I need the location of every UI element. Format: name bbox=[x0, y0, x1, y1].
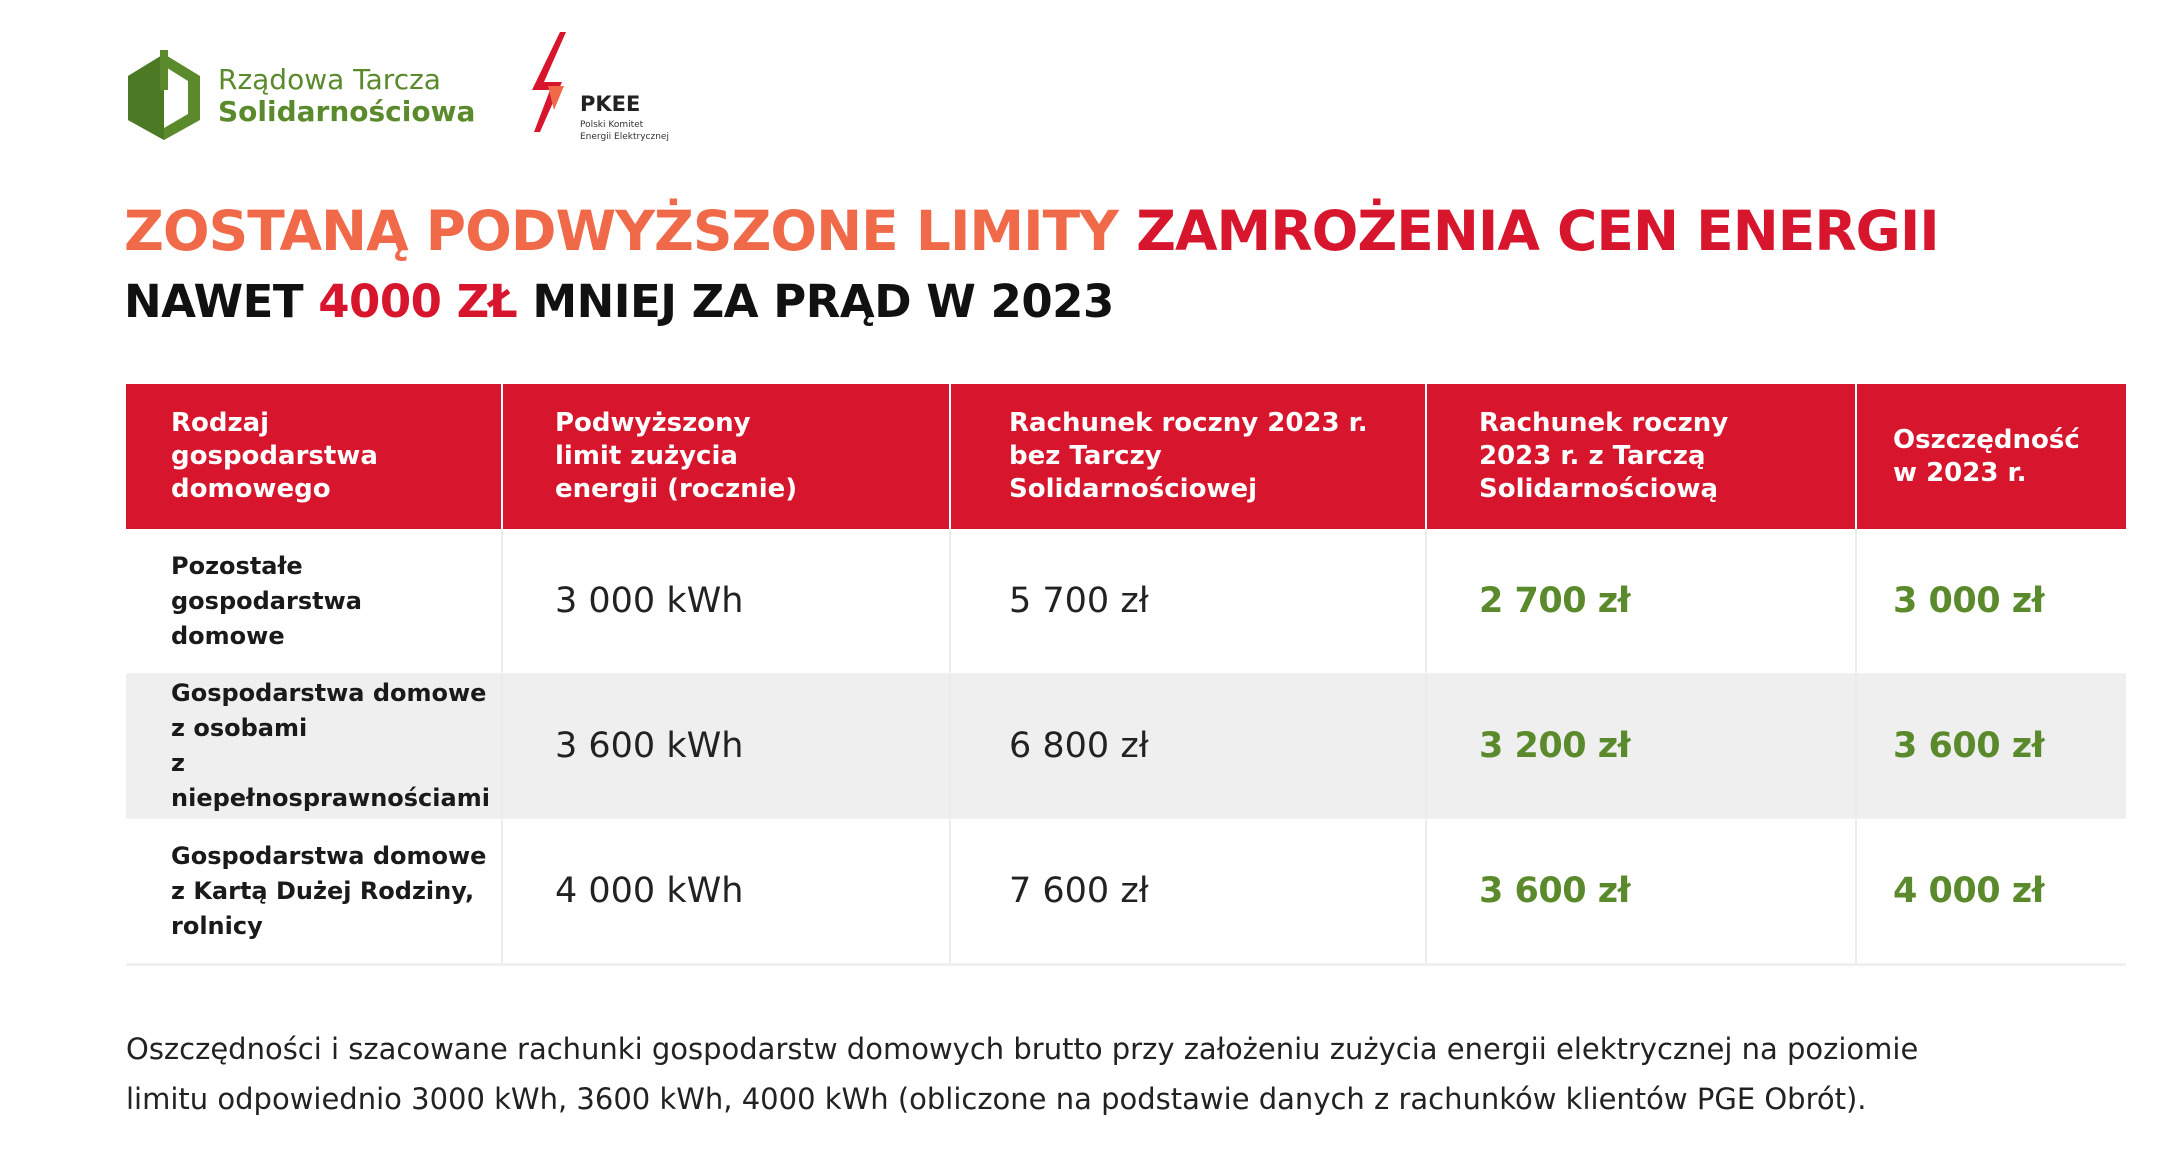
household-type: Gospodarstwa domowe z osobami z niepełnosprawnościami bbox=[126, 674, 503, 818]
household-type: Gospodarstwa domowe z Kartą Dużej Rodziny, rolnicy bbox=[126, 819, 503, 963]
saving-value: 3 000 zł bbox=[1893, 581, 2045, 621]
limit-value: 3 600 kWh bbox=[555, 726, 744, 766]
bill-without-value: 6 800 zł bbox=[1009, 726, 1149, 766]
saving-value: 3 600 zł bbox=[1893, 726, 2045, 766]
subheading-part3: MNIEJ ZA PRĄD W 2023 bbox=[517, 275, 1114, 328]
table-header-row bbox=[126, 384, 2126, 529]
table-row bbox=[126, 819, 2126, 964]
limit-value: 3 000 kWh bbox=[555, 581, 744, 621]
bill-with-value: 2 700 zł bbox=[1479, 581, 1631, 621]
table-bottom-border bbox=[126, 964, 2126, 966]
table-row bbox=[126, 674, 2126, 819]
header-bill-with: Rachunek roczny 2023 r. z Tarczą Solidarnościową bbox=[1427, 384, 1857, 529]
tarcza-logo-line1: Rządowa Tarcza bbox=[218, 63, 441, 96]
household-type: Pozostałe gospodarstwa domowe bbox=[126, 529, 503, 673]
header-limit: Podwyższony limit zużycia energii (rocznie) bbox=[503, 384, 951, 529]
pkee-subtitle-1: Polski Komitet bbox=[580, 120, 644, 130]
bill-with-value: 3 600 zł bbox=[1479, 871, 1631, 911]
header-bill-without: Rachunek roczny 2023 r. bez Tarczy Solidarnościowej bbox=[951, 384, 1427, 529]
main-heading-part1: ZOSTANĄ PODWYŻSZONE LIMITY bbox=[124, 199, 1137, 263]
bill-without-value: 7 600 zł bbox=[1009, 871, 1149, 911]
pkee-bolt-icon bbox=[530, 32, 580, 142]
pkee-logo bbox=[530, 32, 730, 152]
footnote bbox=[126, 1024, 2086, 1124]
shield-emblem-icon bbox=[124, 50, 204, 142]
footnote-line1: Oszczędności i szacowane rachunki gospodarstw domowych brutto przy założeniu zużycia energii elektrycznej na poziomie bbox=[126, 1032, 1919, 1066]
header-saving: Oszczędność w 2023 r. bbox=[1893, 424, 2080, 488]
main-heading bbox=[124, 196, 1939, 266]
pkee-subtitle-2: Energii Elektrycznej bbox=[580, 132, 669, 142]
bill-without-value: 5 700 zł bbox=[1009, 581, 1149, 621]
saving-value: 4 000 zł bbox=[1893, 871, 2045, 911]
bill-with-value: 3 200 zł bbox=[1479, 726, 1631, 766]
energy-table bbox=[126, 384, 2126, 964]
subheading bbox=[124, 272, 1114, 332]
subheading-amount: 4000 ZŁ bbox=[318, 275, 518, 328]
main-heading-part2: ZAMROŻENIA CEN ENERGII bbox=[1136, 199, 1939, 263]
tarcza-logo bbox=[124, 46, 484, 146]
pkee-name: PKEE bbox=[580, 92, 641, 116]
tarcza-logo-line2: Solidarnościowa bbox=[218, 95, 476, 128]
limit-value: 4 000 kWh bbox=[555, 871, 744, 911]
subheading-part1: NAWET bbox=[124, 275, 319, 328]
footnote-line2: limitu odpowiednio 3000 kWh, 3600 kWh, 4000 kWh (obliczone na podstawie danych z rachunków klientów PGE Obrót). bbox=[126, 1082, 1867, 1116]
header-household-type: Rodzaj gospodarstwa domowego bbox=[126, 384, 503, 529]
table-row bbox=[126, 529, 2126, 674]
